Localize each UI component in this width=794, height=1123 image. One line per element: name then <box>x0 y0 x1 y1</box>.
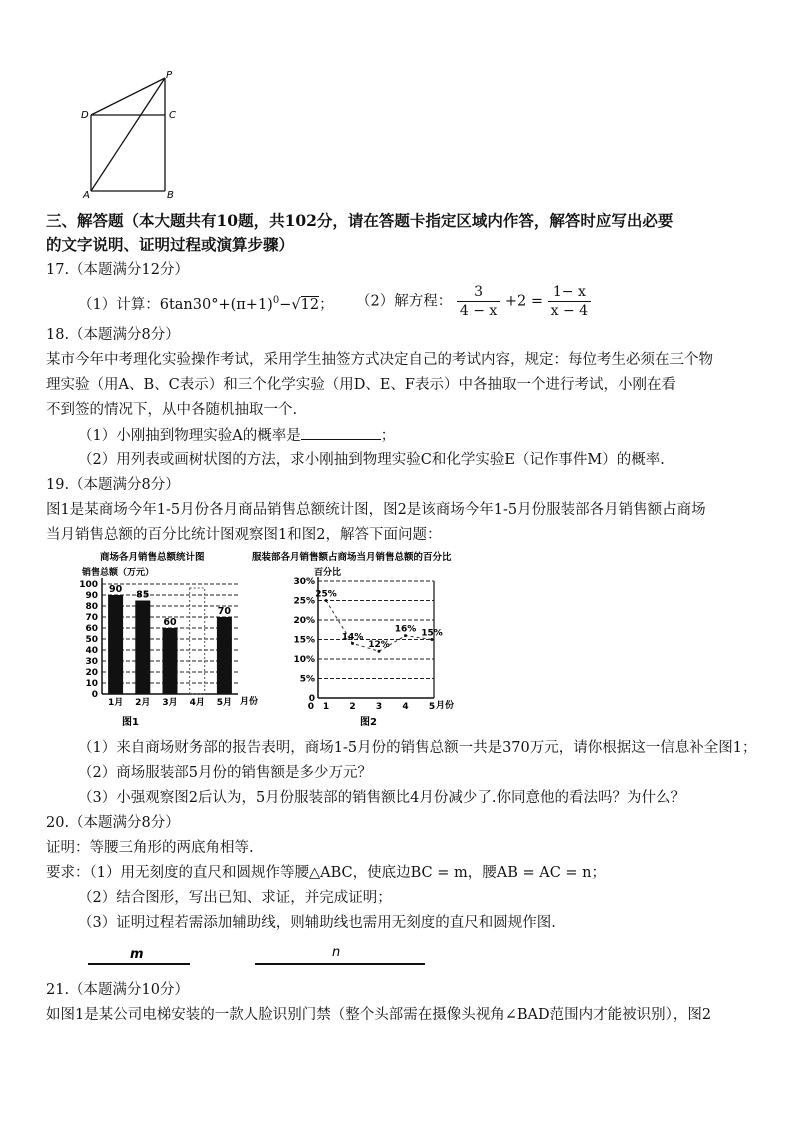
q21-line1: 如图1是某公司电梯安装的一款人脸识别门禁（整个头部需在摄像头视角∠BAD范围内才能被识别），图2 <box>46 1007 712 1023</box>
q17-den1: 4 − x <box>459 303 498 319</box>
chart1-data-label: 90 <box>108 584 123 595</box>
chart1-bar <box>217 617 232 694</box>
label-d: D <box>81 110 89 121</box>
chart2-ytick-label: 5% <box>299 674 315 685</box>
segment-m-label: m <box>130 947 144 962</box>
q17-part1 <box>78 291 334 315</box>
chart2-ytick-label: 15% <box>293 635 315 646</box>
chart1-xtick-label: 2月 <box>135 698 151 708</box>
chart1-caption: 图1 <box>122 717 139 728</box>
chart2-title: 服装部各月销售额占商场当月销售总额的百分比 <box>252 552 452 563</box>
q19-line1: 图1是某商场今年1-5月份各月商品销售总额统计图，图2是该商场今年1-5月份服装部各月销售额占商场 <box>46 502 706 518</box>
q17-p2-plus: +2 = <box>504 293 544 310</box>
chart1-xlabel: 月份 <box>240 697 259 707</box>
q18-part1-text: （1）小刚抽到物理实验A的概率是 <box>78 428 301 444</box>
sqrt-sign: √ <box>291 296 301 313</box>
q17-p2-label: （2）解方程： <box>356 293 453 310</box>
q17-fraction2 <box>548 283 591 320</box>
q17-num2: 1− x <box>548 283 591 302</box>
chart1-bar-missing <box>190 588 205 694</box>
chart1-xtick-label: 4月 <box>189 698 205 708</box>
q19-line2: 当月销售总额的百分比统计图观察图1和图2，解答下面问题： <box>46 527 442 543</box>
chart1-data-label: 70 <box>217 606 232 617</box>
section3-heading-line1: 三、解答题（本大题共有10题，共102分，请在答题卡指定区域内作答，解答时应写出必要 <box>46 211 674 230</box>
segment-n-label: n <box>332 945 341 960</box>
chart1-ytick-label: 100 <box>79 580 98 590</box>
chart1-xtick-label: 1月 <box>107 698 124 708</box>
line-chart-figure2 <box>252 548 484 730</box>
chart1-ylabel: 销售总额（万元） <box>82 568 155 578</box>
segment-ap <box>91 78 165 191</box>
chart2-xtick-label: 3 <box>375 702 383 712</box>
chart2-xtick-label: 2 <box>349 702 356 712</box>
chart2-ytick-label: 0 <box>308 694 315 704</box>
chart1-ytick-label: 60 <box>85 624 98 634</box>
q20-line1: 证明：等腰三角形的两底角相等. <box>46 840 254 856</box>
chart1-ytick-label: 80 <box>85 602 98 612</box>
chart1-bar <box>163 628 178 694</box>
q18-head: 18.（本题满分8分） <box>46 327 180 343</box>
chart2-data-label: 12% <box>368 640 390 651</box>
q18-part1 <box>78 425 395 446</box>
q21-head: 21.（本题满分10分） <box>46 982 190 998</box>
q18-line2: 理实验（用A、B、C表示）和三个化学实验（用D、E、F表示）中各抽取一个进行考试，小刚在看 <box>46 377 676 393</box>
section3-heading-line2: 的文字说明、证明过程或演算步骤） <box>46 235 295 254</box>
q17-den2: x − 4 <box>550 303 589 319</box>
chart1-ytick-label: 70 <box>85 613 98 623</box>
q20-line4: （3）证明过程若需添加辅助线，则辅助线也需用无刻度的直尺和圆规作图. <box>78 915 556 931</box>
chart1-title: 商场各月销售总额统计图 <box>100 552 205 563</box>
chart2-xtick-label: 1 <box>322 702 330 712</box>
segment-dp <box>91 78 165 115</box>
chart1-xtick-label: 3月 <box>162 698 178 708</box>
chart1-xtick-label: 5月 <box>216 698 233 708</box>
label-b: B <box>167 190 174 201</box>
bar-chart-figure1 <box>80 548 280 730</box>
chart2-data-label: 15% <box>421 628 443 639</box>
chart2-ylabel: 百分比 <box>314 568 342 578</box>
chart2-ytick-label: 10% <box>293 655 315 665</box>
chart1-ytick-label: 50 <box>85 635 98 645</box>
chart1-ytick-label: 30 <box>85 657 98 667</box>
q19-part2: （2）商场服装部5月份的销售额是多少万元？ <box>78 765 372 781</box>
q17-fraction1 <box>457 283 500 320</box>
chart1-ytick-label: 10 <box>85 679 98 689</box>
q19-head: 19.（本题满分8分） <box>46 477 180 493</box>
q17-p1-a: 6tan30°+ <box>159 296 231 313</box>
chart2-origin-label: 0 <box>307 702 314 712</box>
chart2-xlabel: 月份 <box>436 701 455 711</box>
q18-line3: 不到签的情况下，从中各随机抽取一个. <box>46 402 298 418</box>
chart2-caption: 图2 <box>360 717 377 728</box>
geometry-figure <box>80 68 190 200</box>
q17-p1-c: − <box>279 296 292 313</box>
answer-blank <box>301 425 381 440</box>
q20-head: 20.（本题满分8分） <box>46 815 180 831</box>
chart1-bar <box>108 595 123 694</box>
chart1-data-label: 60 <box>163 617 177 628</box>
q19-part1: （1）来自商场财务部的报告表明，商场1-5月份的销售总额一共是370万元，请你根据这一信息补全图1； <box>78 740 757 756</box>
q17-p1-label: （1）计算： <box>78 296 160 313</box>
chart1-bar <box>135 601 150 695</box>
q19-part3: （3）小强观察图2后认为，5月份服装部的销售额比4月份减少了.你同意他的看法吗？为什么？ <box>78 790 686 806</box>
chart1-data-label: 85 <box>136 589 150 601</box>
chart2-ytick-label: 30% <box>293 577 315 587</box>
segments-m-n <box>80 940 440 970</box>
q18-line1: 某市今年中考理化实验操作考试，采用学生抽签方式决定自己的考试内容，规定：每位考生必须在三个物 <box>46 352 713 368</box>
q17-p1-sqrt: 12 <box>300 296 320 313</box>
chart1-ytick-label: 40 <box>85 646 98 656</box>
chart2-ytick-label: 25% <box>293 596 315 607</box>
chart2-data-label: 16% <box>394 624 417 635</box>
label-p: P <box>166 70 173 81</box>
q17-p1-exp: 0 <box>272 295 280 306</box>
q17-p1-b: (π+1) <box>230 296 273 313</box>
chart1-ytick-label: 0 <box>91 690 98 700</box>
q18-part1-end: ； <box>380 428 396 444</box>
q17-num1: 3 <box>457 283 500 302</box>
q20-line3: （2）结合图形，写出已知、求证，并完成证明； <box>78 890 392 906</box>
q18-part2: （2）用列表或画树状图的方法，求小刚抽到物理实验C和化学实验E（记作事件M）的概率. <box>78 452 665 468</box>
q17-part2 <box>356 283 591 320</box>
q17-p1-end: ； <box>319 296 334 313</box>
q20-line2: 要求：（1）用无刻度的直尺和圆规作等腰△ABC，使底边BC = m，腰AB = AC = n； <box>46 865 607 881</box>
chart2-xtick-label: 5 <box>428 702 436 712</box>
q17-head: 17.（本题满分12分） <box>46 262 190 278</box>
chart2-ytick-label: 20% <box>293 616 315 626</box>
chart2-data-label: 25% <box>315 589 337 600</box>
chart1-ytick-label: 20 <box>85 668 98 678</box>
label-a: A <box>83 190 90 201</box>
chart2-data-label: 14% <box>341 632 364 643</box>
label-c: C <box>169 110 176 121</box>
chart2-xtick-label: 4 <box>402 702 409 712</box>
chart1-ytick-label: 90 <box>85 591 98 601</box>
